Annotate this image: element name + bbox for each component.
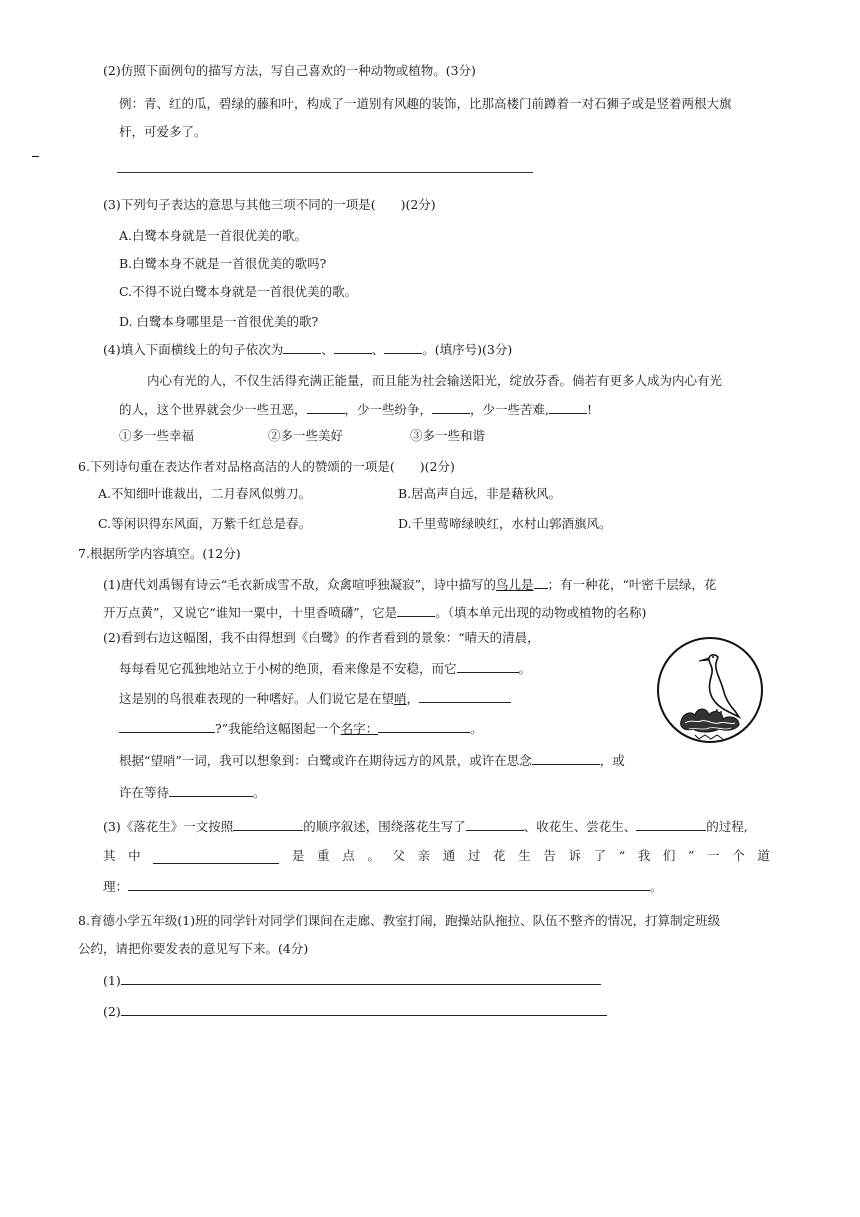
q7-1-blank-2[interactable] <box>397 604 435 617</box>
q7-3-char: 道 <box>757 848 770 863</box>
q7-3-char: 。 <box>367 848 380 863</box>
q7-2-line6 <box>119 784 266 801</box>
passage-text: ! <box>587 402 593 417</box>
q7-2-blank-4[interactable] <box>378 720 470 733</box>
q7-3-char: 重 <box>317 848 330 863</box>
q7-3-char: 过 <box>467 848 481 863</box>
q5-4-choice-2: ②多一些美好 <box>268 428 344 443</box>
q7-2-text: 许在等待 <box>119 785 170 800</box>
q7-2-text: 根据“望哨”一词，我可以想象到：白鹭或许在期待远方的风景，或许在思念 <box>119 753 532 768</box>
margin-mark <box>32 156 39 157</box>
q7-2-text: 每每看见它孤独地站立于小树的绝顶，看来像是不安稳，而它 <box>119 661 457 676</box>
q7-2-line5 <box>119 752 625 769</box>
q7-3-char: 其 <box>103 848 116 863</box>
q7-2-line2 <box>119 660 531 677</box>
q5-3-option-c[interactable]: C.不得不说白鹭本身就是一首很优美的歌。 <box>119 284 358 299</box>
q7-3-char: 中 <box>128 848 141 863</box>
q7-3-blank-3[interactable] <box>636 818 706 831</box>
q5-4-prompt <box>103 341 512 358</box>
q7-3-char: 通 <box>442 848 456 863</box>
q8-answer-line-2[interactable] <box>121 1003 607 1016</box>
q7-3-char: 点 <box>342 848 355 863</box>
q7-2-text: 。 <box>470 721 483 736</box>
q7-3-char: 生 <box>518 848 531 863</box>
separator: 、 <box>371 342 385 357</box>
passage-text: 的人，这个世界就会少一些丑恶， <box>119 402 307 417</box>
q6-option-d[interactable]: D.千里莺啼绿映红，水村山郭酒旗风。 <box>398 516 612 531</box>
q7-1-text: 。（填本单元出现的动物或植物的名称) <box>435 605 647 620</box>
q7-1-answer: 鸟儿是 <box>496 577 534 592</box>
q7-3-char: 我 <box>637 848 651 863</box>
q7-2-text: 。 <box>518 661 532 676</box>
q7-2-text: ?”我能给这幅图起一个 <box>215 721 341 736</box>
q6-prompt: 6.下列诗句重在表达作者对品格高洁的人的赞颂的一项是( )(2分) <box>78 459 455 474</box>
q7-3-blank-1[interactable] <box>233 818 303 831</box>
q7-3-char: 们 <box>662 848 676 863</box>
q6-option-b[interactable]: B.居高声自远，非是藉秋风。 <box>398 486 562 501</box>
q5-4-choice-3: ③多一些和谐 <box>410 428 486 443</box>
q5-3-option-d[interactable]: D. 白鹭本身哪里是一首很优美的歌? <box>119 314 319 329</box>
q7-3-char: 花 <box>493 848 506 863</box>
q6-option-c[interactable]: C.等闲识得东风面，万紫千红总是春。 <box>98 516 312 531</box>
q7-2-blank-2[interactable] <box>419 690 511 703</box>
q7-2-text: ， <box>406 691 420 706</box>
q7-3-char: 一 <box>707 848 720 863</box>
q7-3-text: 理： <box>103 879 129 894</box>
q5-4-choice-1: ①多一些幸福 <box>119 428 195 443</box>
q5-4-blank-3[interactable] <box>384 341 422 354</box>
q7-3-blank-2[interactable] <box>466 818 524 831</box>
passage-blank-2[interactable] <box>432 401 470 414</box>
q5-4-passage-line1: 内心有光的人，不仅生活得充满正能量，而且能为社会输送阳光，绽放芬香。倘若有更多人成为内心有光 <box>147 373 723 388</box>
q7-prompt: 7.根据所学内容填空。(12分) <box>78 546 241 561</box>
separator: 、 <box>321 342 334 357</box>
q7-2-blank-6[interactable] <box>169 784 253 797</box>
q7-2-blank-3[interactable] <box>119 720 215 733</box>
passage-text: ，少一些纷争， <box>344 402 433 417</box>
q7-2-text: 。 <box>253 785 266 800</box>
q7-1-text: (1)唐代刘禹锡有诗云“毛衣新成雪不敌，众禽喧呼独凝寂”，诗中描写的 <box>103 577 496 592</box>
q7-3-char: ” <box>688 848 695 863</box>
q7-1-text: 开万点黄”，又说它“谁知一粟中，十里香喷礴”，它是 <box>103 605 398 620</box>
q7-3-char: 告 <box>543 848 556 863</box>
q7-3-line2 <box>103 848 770 864</box>
q5-2-example-line1: 例：青、红的瓜，碧绿的藤和叶，构成了一道别有风趣的装饰，比那高楼门前蹲着一对石狮子或是竖着两根大旗 <box>119 96 732 111</box>
q7-2-text: 这是别的鸟很难表现的一种嗜好。人们说它是在望 <box>119 691 395 706</box>
q7-3-line3 <box>103 878 663 895</box>
q7-3-char: 个 <box>732 848 745 863</box>
q7-1-line1 <box>103 576 716 593</box>
q7-2-blank-5[interactable] <box>532 752 600 765</box>
q5-2-example-line2: 杆，可爱多了。 <box>119 124 207 139</box>
q7-3-text: (3)《落花生》一文按照 <box>103 819 234 834</box>
q7-2-underlined: 名字： <box>340 721 379 736</box>
q8-answer-line-1[interactable] <box>121 972 601 985</box>
q5-4-blank-1[interactable] <box>283 341 321 354</box>
q7-2-line4 <box>119 720 483 737</box>
q8-item-2 <box>103 1003 607 1020</box>
egret-illustration <box>655 635 765 745</box>
q7-3-char: 亲 <box>417 848 431 863</box>
q7-2-line3 <box>119 690 511 707</box>
q7-3-text: 。 <box>650 879 663 894</box>
q7-3-blank-4[interactable] <box>153 851 279 864</box>
q5-2-answer-line[interactable] <box>117 172 533 173</box>
q8-item-label: (2) <box>103 1004 121 1019</box>
q5-4-prompt-suffix: 。(填序号)(3分) <box>422 342 513 357</box>
passage-blank-3[interactable] <box>549 401 587 414</box>
q7-3-char: 父 <box>392 848 405 863</box>
q7-3-line1 <box>103 818 748 835</box>
q7-3-char: 诉 <box>568 848 581 863</box>
q5-2-prompt: (2)仿照下面例句的描写方法，写自己喜欢的一种动物或植物。(3分) <box>103 63 476 78</box>
q7-2-underlined: 哨 <box>394 691 407 706</box>
q7-3-char: 了 <box>593 848 607 863</box>
q8-item-label: (1) <box>103 973 121 988</box>
q7-1-text: ；有一种花，“叶密千层绿，花 <box>547 577 717 592</box>
q5-3-option-a[interactable]: A.白鹭本身就是一首很优美的歌。 <box>119 228 308 243</box>
q7-3-blank-5[interactable] <box>128 878 650 891</box>
q6-option-a[interactable]: A.不知细叶谁裁出，二月春风似剪刀。 <box>98 486 312 501</box>
q8-prompt-line2: 公约，请把你要发表的意见写下来。(4分) <box>78 941 309 956</box>
q7-3-text: 的过程, <box>706 819 748 834</box>
q7-3-char: 是 <box>291 848 305 863</box>
q5-3-option-b[interactable]: B.白鹭本身不就是一首很优美的歌吗? <box>119 256 327 271</box>
q7-3-text: 的顺序叙述，围绕落花生写了 <box>303 819 466 834</box>
q7-1-blank-1[interactable] <box>534 576 548 589</box>
q5-4-prompt-text: (4)填入下面横线上的句子依次为 <box>103 342 284 357</box>
q7-3-text: 、收花生、尝花生、 <box>523 819 637 834</box>
q7-1-line2 <box>103 604 646 621</box>
passage-text: ，少一些苦难, <box>470 402 550 417</box>
q8-item-1 <box>103 972 601 989</box>
q8-prompt-line1: 8.育德小学五年级(1)班的同学针对同学们课间在走廊、教室打闹，跑操站队拖拉、队伍不整齐的情况，打算制定班级 <box>78 913 721 928</box>
q7-2-text: ，或 <box>599 753 625 768</box>
passage-blank-1[interactable] <box>307 401 345 414</box>
q7-2-line1: (2)看到右边这幅图，我不由得想到《白鹭》的作者看到的景象：“晴天的清晨， <box>103 630 540 645</box>
q5-4-blank-2[interactable] <box>334 341 372 354</box>
q5-3-prompt: (3)下列句子表达的意思与其他三项不同的一项是( )(2分) <box>103 197 436 212</box>
q7-2-blank-1[interactable] <box>457 660 519 673</box>
q7-3-char: “ <box>618 848 626 863</box>
q5-4-passage-line2 <box>119 401 592 418</box>
